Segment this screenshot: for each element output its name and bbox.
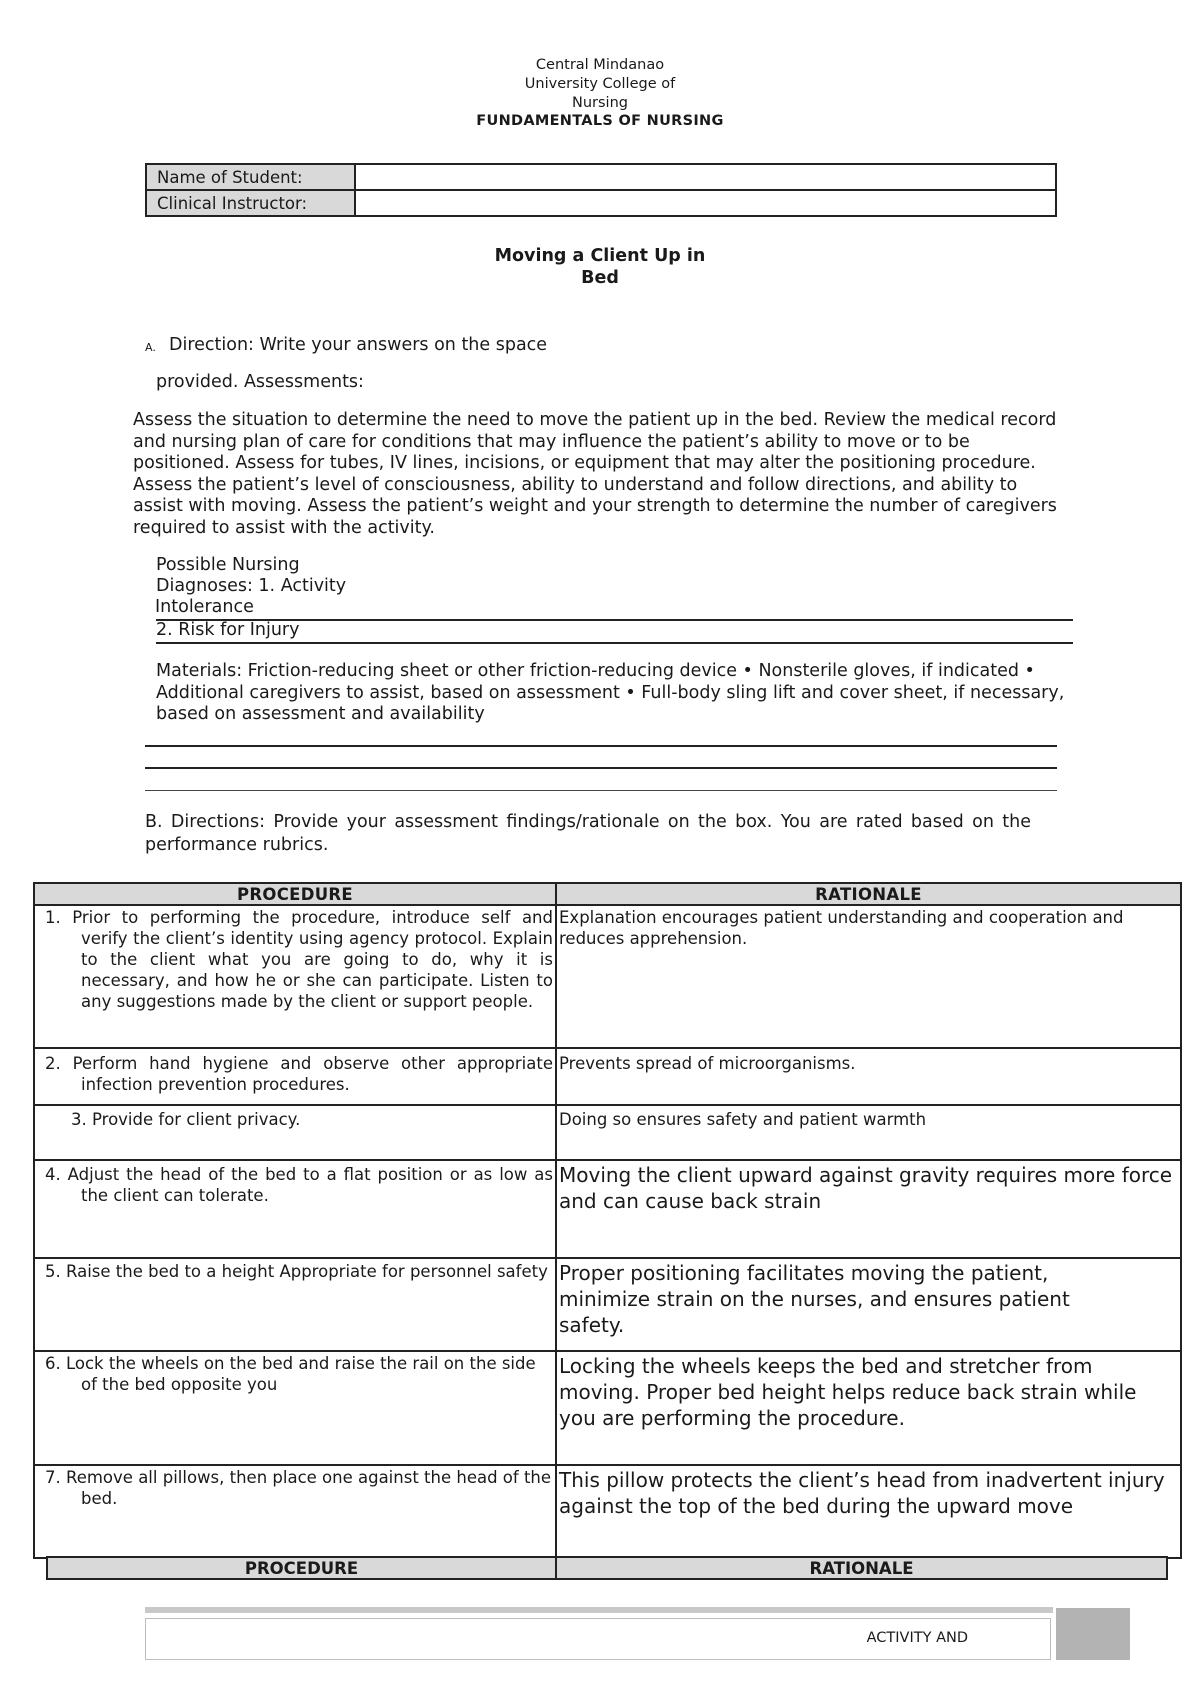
answer-line bbox=[145, 745, 1057, 747]
rationale-text: Explanation encourages patient understanding and cooperation and reduces apprehension. bbox=[559, 908, 1124, 948]
procedure-column-header: PROCEDURE bbox=[34, 883, 556, 905]
procedure-cell bbox=[34, 905, 556, 1048]
procedure-table bbox=[33, 882, 1182, 1559]
rationale-text: Prevents spread of microorganisms. bbox=[559, 1054, 856, 1073]
procedure-column-header: PROCEDURE bbox=[47, 1557, 556, 1579]
section-a-marker: A. bbox=[145, 341, 156, 354]
student-name-field[interactable] bbox=[355, 164, 1056, 190]
procedure-cell bbox=[34, 1105, 556, 1160]
procedure-cell bbox=[34, 1258, 556, 1351]
footer-bar bbox=[145, 1607, 1053, 1613]
table-row bbox=[34, 1160, 1181, 1258]
procedure-cell bbox=[34, 1048, 556, 1105]
continued-table-header bbox=[46, 1556, 1168, 1580]
instructor-row bbox=[146, 190, 1056, 216]
student-name-label: Name of Student: bbox=[146, 164, 355, 190]
procedure-text: 1. Prior to performing the procedure, introduce self and verify the client’s identity using agency protocol. Explain to the client what you are going to do, why it is necessary, and how he or she can participate. Listen to any suggestions made by the client or support people. bbox=[45, 908, 553, 1011]
institution-name-line1: Central Mindanao bbox=[535, 57, 665, 73]
materials-paragraph: Materials: Friction-reducing sheet or other friction-reducing device • Nonsterile gloves, if indicated • Additional caregivers to assist, based on assessment • Full-body sling lift and cover sheet, if necessary, based on assessment and availability bbox=[156, 661, 1065, 724]
institution-name-line3: Nursing bbox=[572, 95, 628, 111]
answer-line bbox=[145, 790, 1057, 791]
procedure-cell bbox=[34, 1351, 556, 1465]
diagnoses-line4: 2. Risk for Injury bbox=[156, 620, 300, 640]
table-row bbox=[34, 1105, 1181, 1160]
footer-text: ACTIVITY AND bbox=[866, 1630, 968, 1646]
procedure-cell bbox=[34, 1465, 556, 1558]
student-name-row bbox=[146, 164, 1056, 190]
procedure-text: 7. Remove all pillows, then place one against the head of the bed. bbox=[45, 1468, 552, 1508]
rationale-cell bbox=[556, 1048, 1181, 1105]
section-a-direction-cont: provided. Assessments: bbox=[156, 372, 364, 392]
table-row bbox=[34, 1465, 1181, 1558]
instructor-label: Clinical Instructor: bbox=[146, 190, 355, 216]
activity-title-line2: Bed bbox=[581, 268, 619, 288]
procedure-text: 2. Perform hand hygiene and observe other appropriate infection prevention procedures. bbox=[45, 1054, 553, 1094]
footer-page-tab bbox=[1056, 1608, 1130, 1660]
diagnoses-line3: Intolerance bbox=[155, 597, 254, 617]
course-title: FUNDAMENTALS OF NURSING bbox=[476, 113, 724, 129]
diagnoses-line1: Possible Nursing bbox=[156, 555, 300, 575]
rationale-cell bbox=[556, 905, 1181, 1048]
section-a-direction: Direction: Write your answers on the space bbox=[169, 335, 548, 355]
rationale-cell bbox=[556, 1105, 1181, 1160]
procedure-text: 6. Lock the wheels on the bed and raise the rail on the side of the bed opposite you bbox=[45, 1354, 536, 1394]
table-row bbox=[34, 1258, 1181, 1351]
rationale-text: Moving the client upward against gravity requires more force and can cause back strain bbox=[559, 1163, 1173, 1213]
diagnoses-line2: Diagnoses: 1. Activity bbox=[156, 576, 347, 596]
rationale-text: Locking the wheels keeps the bed and stretcher from moving. Proper bed height helps reduce back strain while you are performing the procedure. bbox=[559, 1354, 1137, 1430]
table-row bbox=[34, 1048, 1181, 1105]
rationale-text: Doing so ensures safety and patient warmth bbox=[559, 1110, 927, 1129]
section-b-direction: B. Directions: Provide your assessment findings/rationale on the box. You are rated based on the performance rubrics. bbox=[145, 812, 1031, 855]
rationale-text: This pillow protects the client’s head from inadvertent injury against the top of the bed during the upward move bbox=[559, 1468, 1165, 1518]
rationale-cell bbox=[556, 1465, 1181, 1558]
rationale-text: Proper positioning facilitates moving the patient, minimize strain on the nurses, and ensures patient safety. bbox=[559, 1261, 1070, 1337]
rationale-cell bbox=[556, 1160, 1181, 1258]
footer-box bbox=[145, 1618, 1051, 1660]
procedure-text: 5. Raise the bed to a height Appropriate for personnel safety bbox=[45, 1262, 548, 1281]
rationale-column-header: RATIONALE bbox=[556, 883, 1181, 905]
table-row bbox=[34, 1351, 1181, 1465]
procedure-text: 3. Provide for client privacy. bbox=[71, 1110, 301, 1129]
instructor-field[interactable] bbox=[355, 190, 1056, 216]
rationale-cell bbox=[556, 1351, 1181, 1465]
procedure-text: 4. Adjust the head of the bed to a flat position or as low as the client can tolerate. bbox=[45, 1165, 553, 1205]
student-info-table bbox=[145, 163, 1057, 217]
answer-line bbox=[145, 767, 1057, 769]
rationale-cell bbox=[556, 1258, 1181, 1351]
assessment-paragraph: Assess the situation to determine the need to move the patient up in the bed. Review the medical record and nursing plan of care for conditions that may influence the patient’s ability to move or to be positioned. Assess for tubes, IV lines, incisions, or equipment that may alter the positioning procedure. Assess the patient’s level of consciousness, ability to understand and follow directions, and ability to assist with moving. Assess the patient’s weight and your strength to determine the number of caregivers required to assist with the activity. bbox=[133, 410, 1057, 538]
answer-line bbox=[156, 642, 1073, 644]
procedure-cell bbox=[34, 1160, 556, 1258]
rationale-column-header: RATIONALE bbox=[556, 1557, 1167, 1579]
activity-title-line1: Moving a Client Up in bbox=[494, 246, 706, 266]
table-row bbox=[34, 905, 1181, 1048]
institution-name-line2: University College of bbox=[524, 76, 676, 92]
